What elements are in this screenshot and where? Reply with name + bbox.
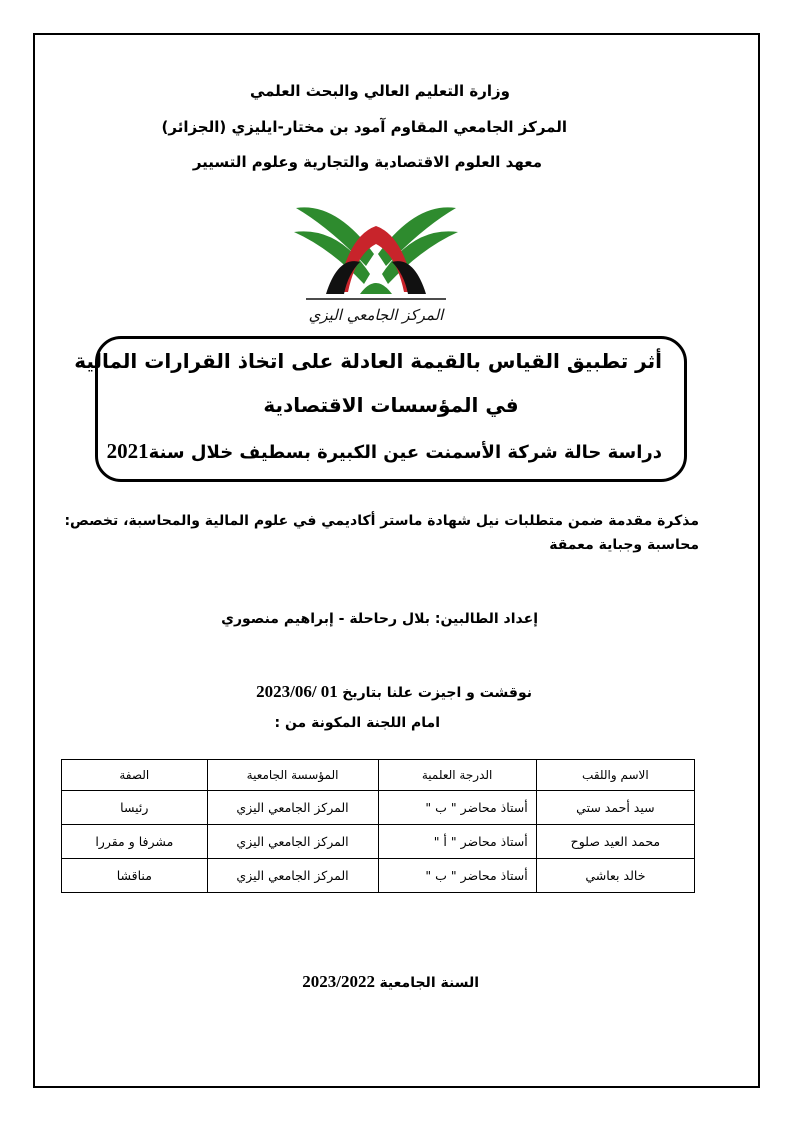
description-line1: مذكرة مقدمة ضمن متطلبات نيل شهادة ماستر أكاديمي في علوم المالية والمحاسبة، تخصص: — [64, 513, 699, 529]
defense-text: نوقشت و اجيزت علنا بتاريخ — [342, 685, 532, 701]
committee-intro: امام اللجنة المكونة من : — [274, 715, 440, 731]
academic-year-line — [302, 972, 479, 992]
header-role: الصفة — [62, 760, 208, 791]
member-institution: المركز الجامعي اليزي — [207, 859, 378, 893]
university-logo — [286, 196, 466, 332]
university-center-name: المركز الجامعي المقاوم آمود بن مختار-ايليزي (الجزائر) — [161, 118, 567, 136]
institute-name: معهد العلوم الاقتصادية والتجارية وعلوم التسيير — [192, 153, 542, 171]
table-row — [62, 791, 695, 825]
case-study-line — [107, 439, 662, 464]
member-name: محمد العيد صلوح — [536, 825, 694, 859]
member-name: خالد بعاشي — [536, 859, 694, 893]
member-rank: أستاذ محاضر " ب " — [378, 791, 536, 825]
member-role: مناقشا — [62, 859, 208, 893]
member-rank: أستاذ محاضر " أ " — [378, 825, 536, 859]
logo-left-black-wing — [326, 261, 360, 294]
page-border — [33, 33, 760, 1088]
header-rank: الدرجة العلمية — [378, 760, 536, 791]
member-name: سيد أحمد ستي — [536, 791, 694, 825]
academic-year-label: السنة الجامعية — [379, 975, 479, 991]
logo-center-green — [360, 283, 392, 294]
table-row — [62, 825, 695, 859]
member-role: مشرفا و مقررا — [62, 825, 208, 859]
ministry-name: وزارة التعليم العالي والبحث العلمي — [249, 82, 510, 100]
thesis-title-line2: في المؤسسات الاقتصادية — [263, 393, 519, 417]
committee-table — [61, 759, 695, 893]
logo-caption: المركز الجامعي اليزي — [308, 306, 444, 324]
students-line: إعداد الطالبين: بلال رحاحلة - إبراهيم منصوري — [221, 611, 538, 627]
member-role: رئيسا — [62, 791, 208, 825]
case-study-text: دراسة حالة شركة الأسمنت عين الكبيرة بسطيف خلال سنة — [148, 442, 662, 463]
member-institution: المركز الجامعي اليزي — [207, 825, 378, 859]
table-row — [62, 859, 695, 893]
thesis-title-box — [74, 336, 687, 482]
defense-date: 2023/06/ 01 — [256, 682, 338, 701]
thesis-title-line1: أثر تطبيق القياس بالقيمة العادلة على اتخاذ القرارات المالية — [74, 349, 662, 373]
description-line2: محاسبة وجباية معمقة — [549, 537, 699, 553]
header-institution: المؤسسة الجامعية — [207, 760, 378, 791]
committee-header-row — [62, 760, 695, 791]
case-study-year: 2021 — [106, 439, 149, 463]
header-name: الاسم واللقب — [536, 760, 694, 791]
defense-date-line — [256, 682, 532, 702]
member-institution: المركز الجامعي اليزي — [207, 791, 378, 825]
academic-year-value: 2023/2022 — [302, 972, 375, 991]
logo-right-black-wing — [392, 261, 426, 294]
member-rank: أستاذ محاضر " ب " — [378, 859, 536, 893]
